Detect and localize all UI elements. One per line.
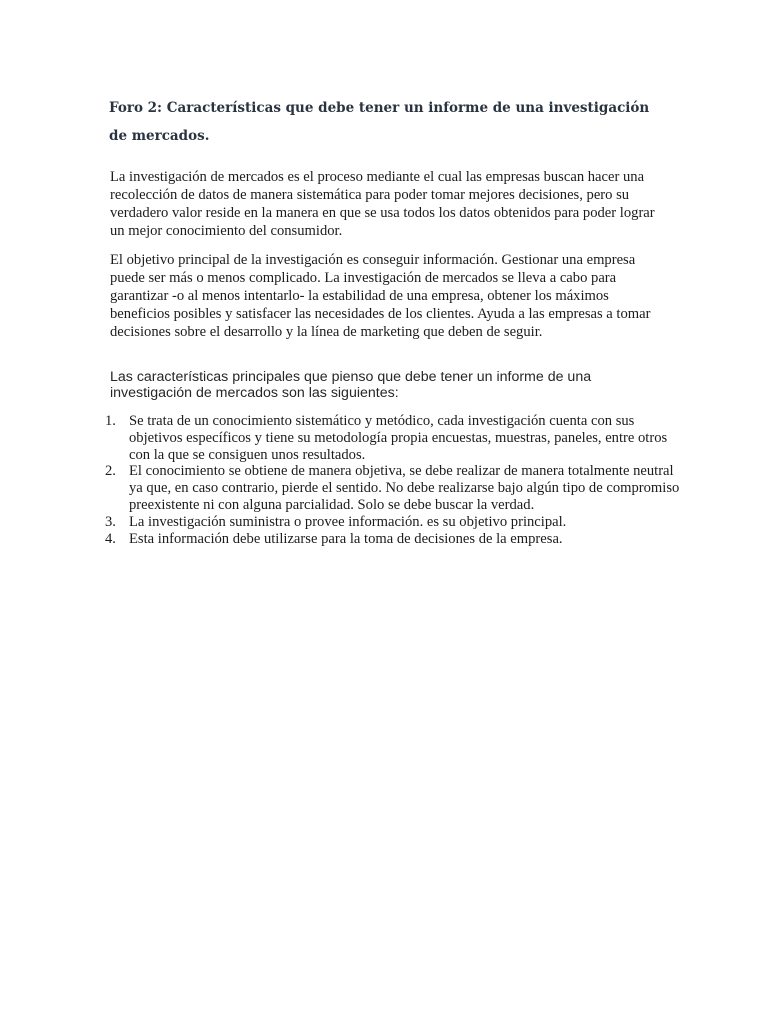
list-item — [105, 413, 685, 463]
paragraph-objective: El objetivo principal de la investigación es conseguir información. Gestionar una empresa puede ser más o menos complicado. La investigación de mercados se lleva a cabo para garantizar -o al menos intentarlo- la estabilidad de una empresa, obtener los máximos beneficios posibles y satisfacer las necesidades de los clientes. Ayuda a las empresas a tomar decisiones sobre el desarrollo y la línea de marketing que deben de seguir. — [110, 252, 651, 340]
list-item-number: 2. — [105, 463, 116, 480]
list-item-text: Se trata de un conocimiento sistemático y metódico, cada investigación cuenta con sus objetivos específicos y tiene su metodología propia encuestas, muestras, paneles, entre otros con la que se consiguen unos resultados. — [129, 413, 668, 463]
list-item — [105, 514, 685, 531]
list-item-number: 4. — [105, 530, 116, 547]
list-item-text: Esta información debe utilizarse para la toma de decisiones de la empresa. — [129, 530, 563, 547]
list-item — [105, 531, 685, 548]
list-item-text: La investigación suministra o provee información. es su objetivo principal. — [129, 513, 567, 530]
list-item-number: 3. — [105, 513, 116, 530]
list-item-number: 1. — [105, 413, 116, 429]
document-title: Foro 2: Características que debe tener un informe de una investigación de mercados. — [109, 100, 650, 144]
list-item — [105, 463, 685, 513]
paragraph-list-intro: Las características principales que pienso que debe tener un informe de una investigación de mercados son las siguientes: — [110, 369, 592, 401]
list-item-text: El conocimiento se obtiene de manera objetiva, se debe realizar de manera totalmente neutral ya que, en caso contrario, pierde el sentido. No debe realizarse bajo algún tipo de compromiso preexistente ni con alguna parcialidad. Solo se debe buscar la verdad. — [129, 463, 680, 513]
paragraph-intro: La investigación de mercados es el proceso mediante el cual las empresas buscan hacer una recolección de datos de manera sistemática para poder tomar mejores decisiones, pero su verdadero valor reside en la manera en que se usa todos los datos obtenidos para poder lograr un mejor conocimiento del consumidor. — [110, 169, 655, 239]
characteristics-list — [105, 413, 685, 547]
